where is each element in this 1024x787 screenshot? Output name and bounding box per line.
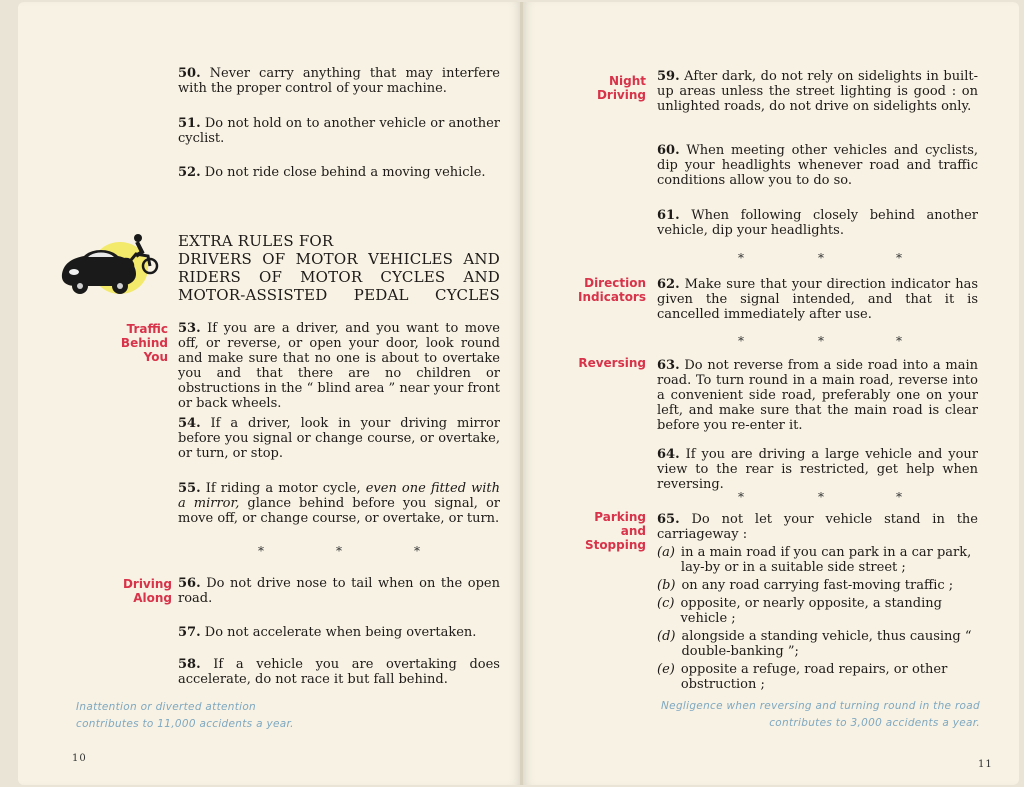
list-item-text: opposite, or nearly opposite, a standing vehicle ; — [680, 596, 942, 626]
rule-number: 55. — [178, 481, 201, 496]
list-item-label: (c) — [657, 596, 675, 611]
rule-text: If you are driving a large vehicle and your view to the rear is restricted, get help when reversing. — [657, 447, 978, 492]
star: * — [336, 544, 342, 558]
side-heading-line: Direction — [584, 276, 646, 290]
rule-number: 60. — [657, 143, 680, 158]
rule-65-list — [657, 545, 978, 692]
list-item — [657, 596, 978, 626]
list-item — [657, 545, 978, 575]
list-item-text: in a main road if you can park in a car park, lay-by or in a suitable side street ; — [680, 545, 972, 575]
gutter — [520, 2, 523, 785]
rule-52 — [178, 165, 500, 180]
rule-number: 52. — [178, 165, 201, 180]
side-heading-line: Traffic — [126, 322, 168, 336]
side-heading-driving-along — [100, 577, 172, 605]
rule-number: 65. — [657, 512, 680, 527]
right-footnote — [600, 698, 980, 732]
side-heading-night-driving — [570, 74, 646, 102]
heading-line: EXTRA RULES FOR — [178, 232, 334, 250]
rule-54 — [178, 416, 500, 461]
rule-text: Do not let your vehicle stand in the carriageway : — [657, 512, 978, 542]
side-heading-line: Indicators — [578, 290, 646, 304]
side-heading-line: Reversing — [578, 356, 646, 370]
rule-text: If a driver, look in your driving mirror before you signal or change course, or overtake, or turn, or stop. — [178, 416, 500, 461]
footnote-line: Negligence when reversing and turning round in the road — [661, 700, 980, 712]
heading-line: RIDERS OF MOTOR CYCLES AND — [178, 268, 500, 286]
page-number-right: 11 — [978, 759, 993, 770]
extra-rules-heading — [178, 232, 500, 304]
star: * — [896, 490, 902, 504]
list-item — [657, 629, 978, 659]
star: * — [818, 251, 824, 265]
rule-text: If you are a driver, and you want to move off, or reverse, or open your door, look round and make sure that no one is about to overtake you and that there are no children or obstructions in the “ blind area ” near your front or back wheels. — [178, 321, 500, 411]
rule-number: 64. — [657, 447, 680, 462]
list-item — [657, 662, 978, 692]
side-heading-line: Along — [133, 591, 172, 605]
list-item-label: (d) — [657, 629, 676, 644]
side-heading-line: You — [143, 350, 168, 364]
side-heading-line: Behind — [120, 336, 168, 350]
list-item — [657, 578, 978, 593]
rule-number: 58. — [178, 657, 201, 672]
list-item-text: on any road carrying fast-moving traffic ; — [681, 578, 954, 593]
star: * — [738, 251, 744, 265]
rule-number: 50. — [178, 66, 201, 81]
rule-55 — [178, 481, 500, 526]
side-heading-line: Stopping — [584, 538, 646, 552]
star: * — [896, 334, 902, 348]
side-heading-line: Parking — [594, 510, 646, 524]
rule-50 — [178, 66, 500, 96]
side-heading-line: Night — [608, 74, 646, 88]
star: * — [414, 544, 420, 558]
rule-64 — [657, 447, 978, 492]
star: * — [896, 251, 902, 265]
list-item-label: (b) — [657, 578, 676, 593]
rule-59 — [657, 69, 978, 114]
list-item-text: alongside a standing vehicle, thus causing “ double-banking ”; — [681, 629, 972, 659]
rule-text: Do not reverse from a side road into a main road. To turn round in a main road, reverse into a convenient side road, preferably one on your left, and make sure that the main road is clear before you re-enter it. — [657, 358, 978, 433]
rule-56 — [178, 576, 500, 606]
rule-text: Do not drive nose to tail when on the open road. — [178, 576, 500, 606]
rule-number: 63. — [657, 358, 680, 373]
rule-58 — [178, 657, 500, 687]
star: * — [738, 490, 744, 504]
rule-text: If a vehicle you are overtaking does accelerate, do not race it but fall behind. — [178, 657, 500, 687]
heading-line: DRIVERS OF MOTOR VEHICLES AND — [178, 250, 500, 268]
side-heading-direction-indicators — [570, 276, 646, 304]
heading-line: MOTOR-ASSISTED PEDAL CYCLES — [178, 286, 500, 304]
left-footnote — [76, 699, 376, 733]
list-item-label: (a) — [657, 545, 675, 560]
side-heading-line: Driving — [122, 577, 172, 591]
rule-text: When meeting other vehicles and cyclists, dip your headlights whenever road and traffic conditions allow you to do so. — [657, 143, 978, 188]
rule-text: When following closely behind another vehicle, dip your headlights. — [657, 208, 978, 238]
rule-number: 59. — [657, 69, 680, 84]
side-heading-line: and — [620, 524, 646, 538]
rule-65 — [657, 512, 978, 695]
list-item-label: (e) — [657, 662, 675, 677]
side-heading-line: Driving — [596, 88, 646, 102]
side-heading-reversing — [570, 356, 646, 370]
rule-number: 51. — [178, 116, 201, 131]
rule-number: 57. — [178, 625, 201, 640]
rule-text: Do not ride close behind a moving vehicle. — [204, 165, 486, 180]
rule-text: Make sure that your direction indicator has given the signal intended, and that it is cancelled immediately after use. — [657, 277, 978, 322]
star: * — [738, 334, 744, 348]
footnote-line: contributes to 11,000 accidents a year. — [76, 718, 294, 730]
car-and-motorcycle-illustration — [58, 226, 170, 306]
rule-text: After dark, do not rely on sidelights in built-up areas unless the street lighting is good : on unlighted roads, do not drive on sidelights only. — [657, 69, 978, 114]
rule-number: 56. — [178, 576, 201, 591]
rule-57 — [178, 625, 500, 640]
rule-text: Do not accelerate when being overtaken. — [204, 625, 477, 640]
rule-61 — [657, 208, 978, 238]
rule-text: If riding a motor cycle, — [205, 481, 366, 496]
rule-number: 54. — [178, 416, 201, 431]
side-heading-parking-and-stopping — [570, 510, 646, 552]
star: * — [818, 334, 824, 348]
rule-text: Do not hold on to another vehicle or another cyclist. — [178, 116, 501, 146]
rule-text-emphasis: even one fitted with a mirror, — [178, 481, 500, 511]
rule-53 — [178, 321, 500, 411]
footnote-line: contributes to 3,000 accidents a year. — [769, 717, 980, 729]
rule-text: Never carry anything that may interfere with the proper control of your machine. — [178, 66, 500, 96]
footnote-line: Inattention or diverted attention — [76, 701, 257, 713]
star: * — [818, 490, 824, 504]
rule-number: 61. — [657, 208, 680, 223]
rule-62 — [657, 277, 978, 322]
rule-number: 53. — [178, 321, 201, 336]
rule-number: 62. — [657, 277, 680, 292]
list-item-text: opposite a refuge, road repairs, or other obstruction ; — [680, 662, 948, 692]
rule-60 — [657, 143, 978, 188]
star: * — [258, 544, 264, 558]
rule-63 — [657, 358, 978, 433]
rule-text: glance behind before you signal, or move off, or change course, or overtake, or turn. — [178, 496, 500, 526]
rule-65-intro — [657, 512, 978, 542]
page-number-left: 10 — [72, 753, 87, 764]
side-heading-traffic-behind-you — [100, 322, 168, 364]
rule-51 — [178, 116, 500, 146]
